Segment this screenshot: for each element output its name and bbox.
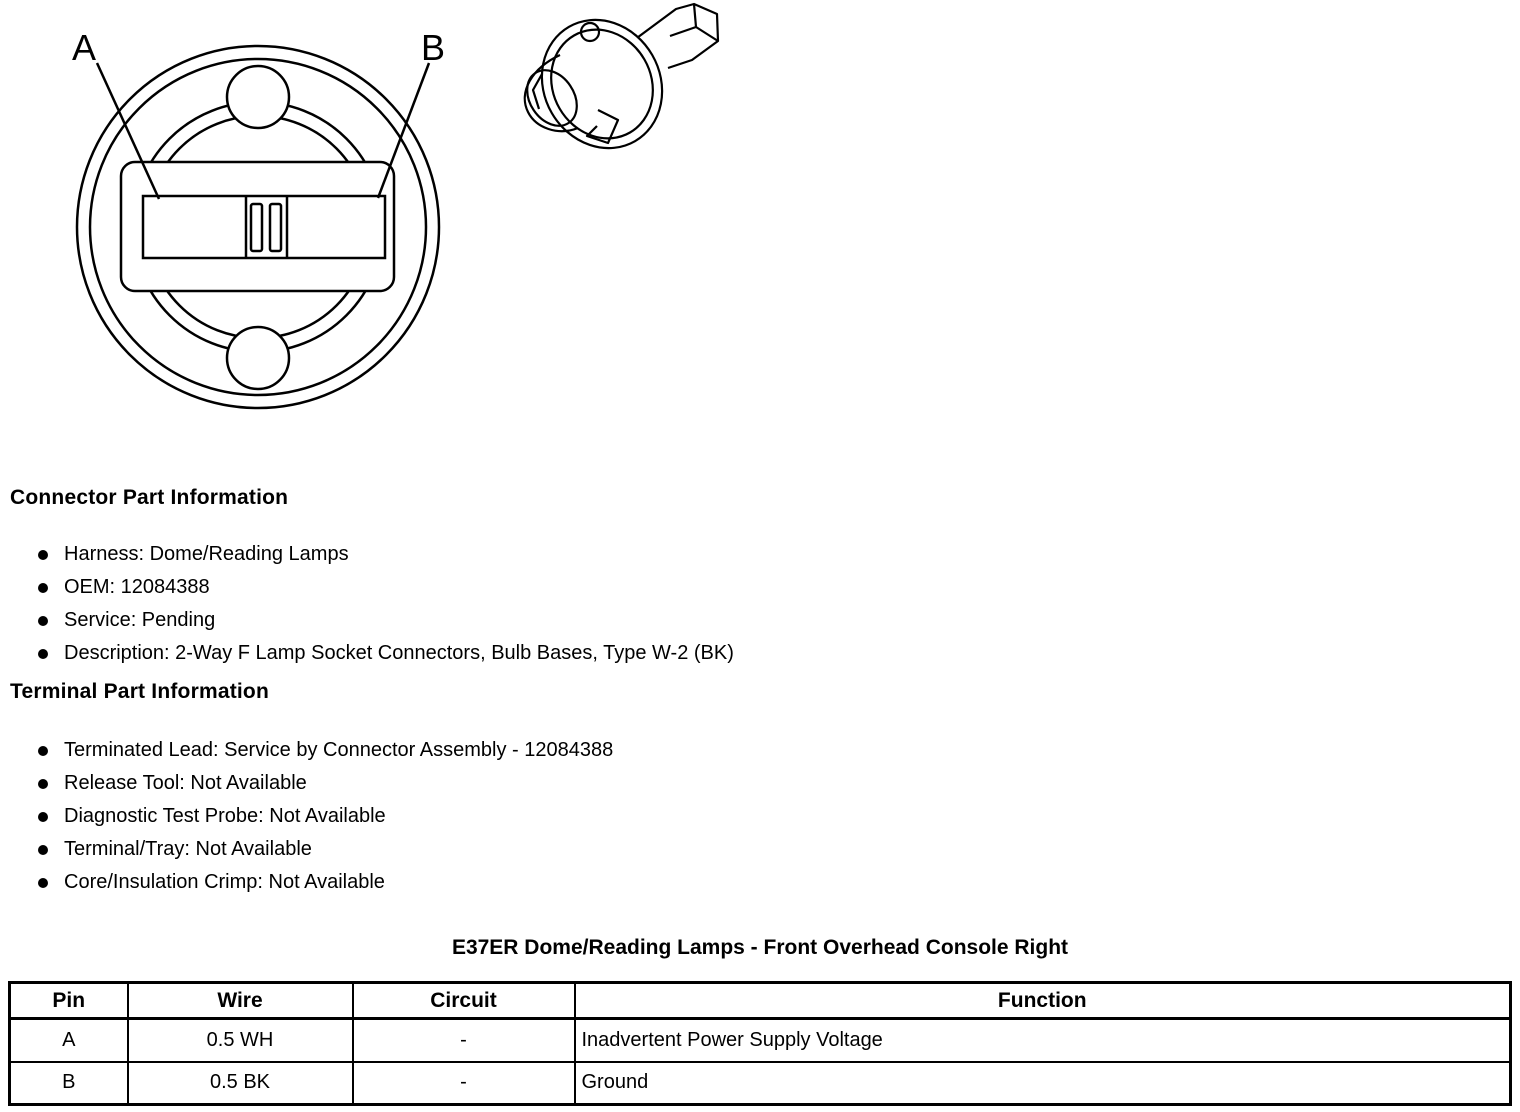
connector-part-info-heading: Connector Part Information — [10, 486, 289, 509]
bullet-icon — [38, 779, 48, 789]
list-item-text: Core/Insulation Crimp: Not Available — [64, 871, 385, 893]
list-item-text: OEM: 12084388 — [64, 576, 210, 598]
column-header-circuit: Circuit — [353, 983, 575, 1019]
barrel-slot — [533, 74, 542, 109]
list-item-text: Terminated Lead: Service by Connector Assembly - 12084388 — [64, 739, 614, 761]
top-index-bump — [227, 66, 289, 128]
terminal-a-label: A — [72, 27, 97, 68]
table-header-row — [10, 983, 1511, 1019]
list-item — [10, 833, 613, 866]
terminal-part-info-heading: Terminal Part Information — [10, 680, 269, 703]
bottom-index-bump — [227, 327, 289, 389]
terminal-bar — [143, 196, 385, 258]
table-row — [10, 1062, 1511, 1105]
bullet-icon — [38, 550, 48, 560]
list-item — [10, 767, 613, 800]
cell-function: Ground — [575, 1062, 1511, 1105]
list-item-text: Description: 2-Way F Lamp Socket Connectors, Bulb Bases, Type W-2 (BK) — [64, 642, 734, 664]
column-header-wire: Wire — [128, 983, 353, 1019]
list-item-text: Harness: Dome/Reading Lamps — [64, 543, 349, 565]
terminal-b-label: B — [421, 27, 446, 68]
list-item-text: Terminal/Tray: Not Available — [64, 838, 312, 860]
connector-front-view-diagram — [0, 0, 470, 435]
list-item-text: Service: Pending — [64, 609, 216, 631]
cell-pin: A — [10, 1019, 128, 1062]
table-row — [10, 1019, 1511, 1062]
lamp-socket-side-view-diagram — [480, 0, 730, 180]
cell-wire: 0.5 WH — [128, 1019, 353, 1062]
cell-wire: 0.5 BK — [128, 1062, 353, 1105]
column-header-function: Function — [575, 983, 1511, 1019]
pinout-table-title: E37ER Dome/Reading Lamps - Front Overhead Console Right — [451, 936, 1069, 959]
list-item — [10, 604, 734, 637]
terminal-part-info-list — [10, 734, 613, 899]
bullet-icon — [38, 812, 48, 822]
cell-circuit: - — [353, 1062, 575, 1105]
list-item — [10, 637, 734, 670]
cell-function: Inadvertent Power Supply Voltage — [575, 1019, 1511, 1062]
bullet-icon — [38, 616, 48, 626]
list-item — [10, 800, 613, 833]
cell-circuit: - — [353, 1019, 575, 1062]
cell-pin: B — [10, 1062, 128, 1105]
list-item-text: Release Tool: Not Available — [64, 772, 307, 794]
column-header-pin: Pin — [10, 983, 128, 1019]
bullet-icon — [38, 583, 48, 593]
terminal-b-leader-line — [378, 63, 429, 198]
pinout-table — [8, 981, 1512, 1106]
bullet-icon — [38, 746, 48, 756]
bullet-icon — [38, 845, 48, 855]
bullet-icon — [38, 878, 48, 888]
list-item — [10, 866, 613, 899]
list-item — [10, 571, 734, 604]
connector-part-info-list — [10, 538, 734, 670]
list-item-text: Diagnostic Test Probe: Not Available — [64, 805, 386, 827]
bullet-icon — [38, 649, 48, 659]
list-item — [10, 734, 613, 767]
list-item — [10, 538, 734, 571]
